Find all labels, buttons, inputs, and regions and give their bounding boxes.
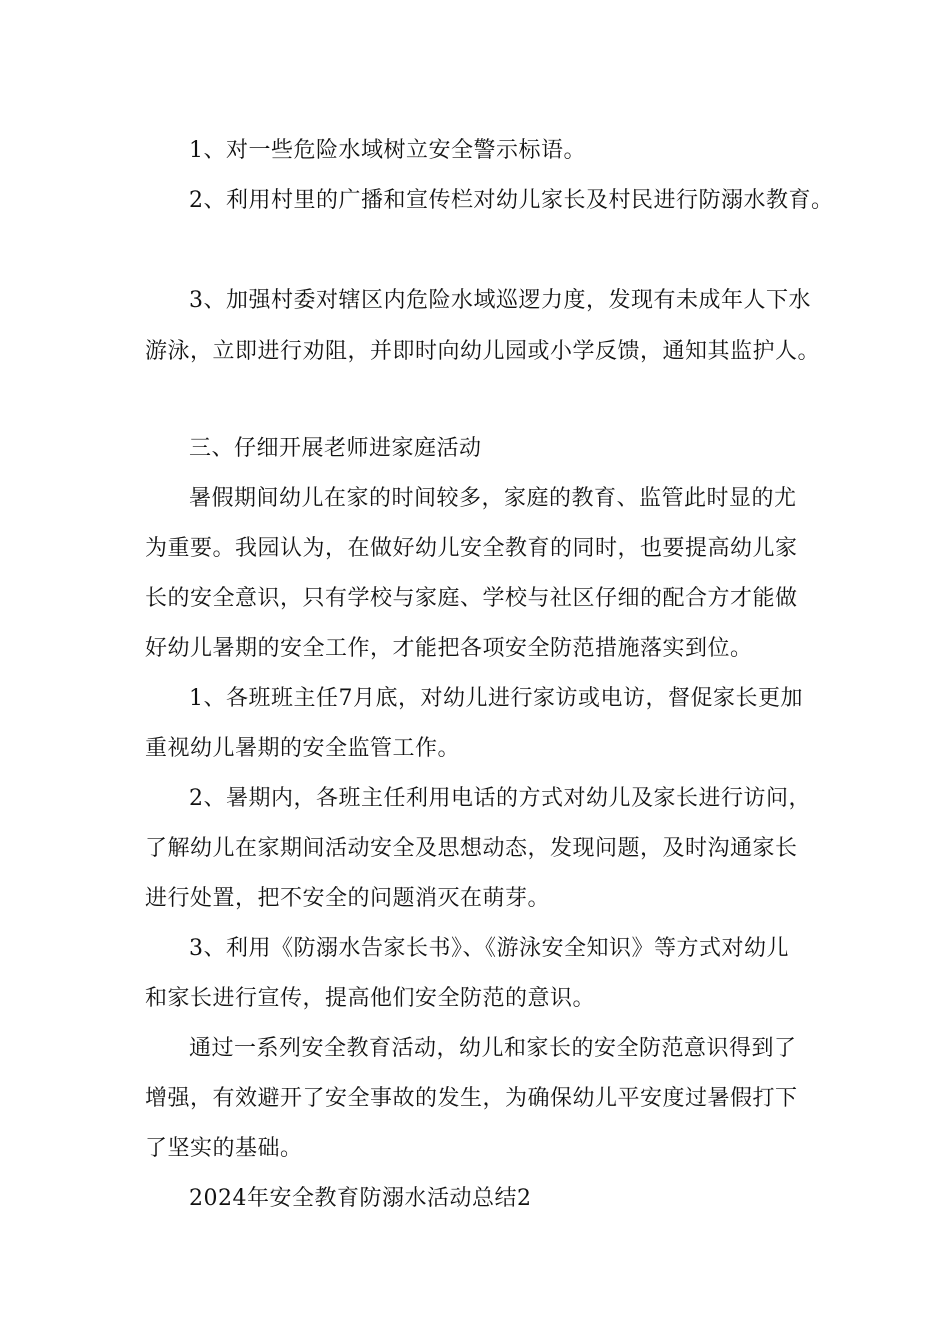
list-item-home-visit-line-2: 重视幼儿暑期的安全监管工作。: [145, 736, 461, 761]
next-document-title: 2024年安全教育防溺水活动总结2: [189, 1186, 532, 1211]
list-item-warning-signs: 1、对一些危险水域树立安全警示标语。: [189, 138, 586, 163]
conclusion-line: 增强，有效避开了安全事故的发生，为确保幼儿平安度过暑假打下: [145, 1086, 798, 1111]
section-heading: 三、仔细开展老师进家庭活动: [189, 436, 482, 461]
conclusion-line: 了坚实的基础。: [145, 1136, 303, 1161]
conclusion-line: 通过一系列安全教育活动，幼儿和家长的安全防范意识得到了: [189, 1036, 797, 1061]
paragraph-line: 暑假期间幼儿在家的时间较多，家庭的教育、监管此时显的尤: [189, 486, 797, 511]
list-item-letter-line-1: 3、利用《防溺水告家长书》、《游泳安全知识》等方式对幼儿: [189, 936, 789, 961]
list-item-phone-visit-line-1: 2、暑期内，各班主任利用电话的方式对幼儿及家长进行访问，: [189, 786, 811, 811]
list-item-patrol-line-2: 游泳，立即进行劝阻，并即时向幼儿园或小学反馈，通知其监护人。: [145, 339, 821, 364]
paragraph-line: 长的安全意识，只有学校与家庭、学校与社区仔细的配合方才能做: [145, 586, 798, 611]
paragraph-line: 为重要。我园认为，在做好幼儿安全教育的同时，也要提高幼儿家: [145, 536, 798, 561]
list-item-broadcast-education: 2、利用村里的广播和宣传栏对幼儿家长及村民进行防溺水教育。: [189, 188, 834, 213]
list-item-phone-visit-line-3: 进行处置，把不安全的问题消灭在萌芽。: [145, 886, 551, 911]
list-item-home-visit-line-1: 1、各班班主任7月底，对幼儿进行家访或电访，督促家长更加: [189, 686, 803, 711]
paragraph-line: 好幼儿暑期的安全工作，才能把各项安全防范措施落实到位。: [145, 636, 753, 661]
list-item-letter-line-2: 和家长进行宣传，提高他们安全防范的意识。: [145, 986, 596, 1011]
list-item-phone-visit-line-2: 了解幼儿在家期间活动安全及思想动态，发现问题，及时沟通家长: [145, 836, 798, 861]
list-item-patrol-line-1: 3、加强村委对辖区内危险水域巡逻力度，发现有未成年人下水: [189, 288, 811, 313]
